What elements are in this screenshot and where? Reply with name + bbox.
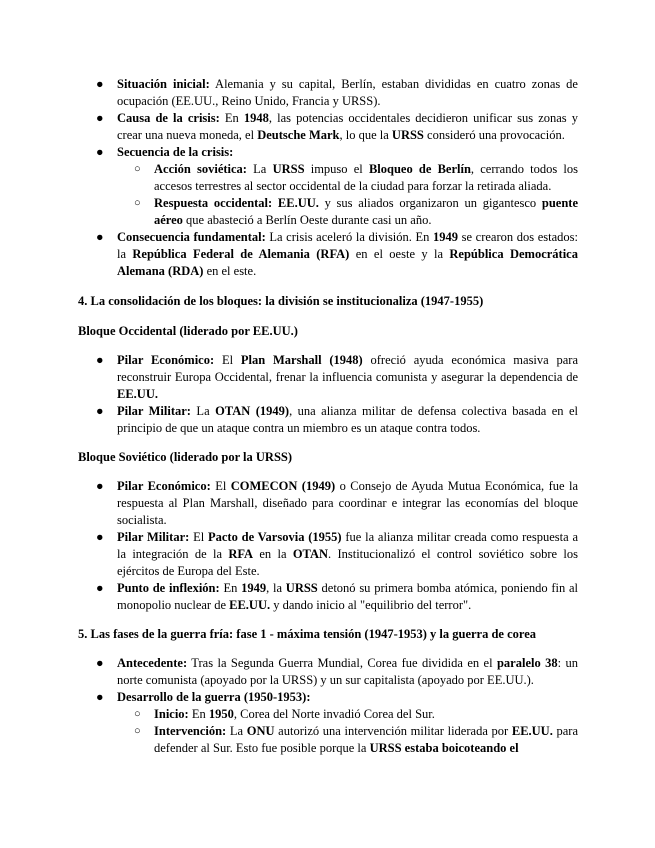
berlin-crisis-list [78, 76, 578, 280]
hollow-bullet-icon: ○ [134, 708, 141, 720]
sub-list-item: ○ Acción soviética: La URSS impuso el Bloqueo de Berlín, cerrando todos los accesos terrestres al sector occidental de la ciudad para forzar la retirada aliada. [134, 162, 579, 193]
bullet-icon: ● [96, 77, 104, 91]
soviet-bloc-list [78, 478, 578, 614]
bullet-icon: ● [96, 479, 104, 493]
bullet-icon: ● [96, 690, 104, 704]
list-item: ● Situación inicial: Alemania y su capital, Berlín, estaban divididas en cuatro zonas de ocupación (EE.UU., Reino Unido, Francia y URSS). [96, 77, 578, 108]
bullet-icon: ● [96, 145, 104, 159]
list-item: ● Pilar Económico: El COMECON (1949) o Consejo de Ayuda Mutua Económica, fue la respuesta al Plan Marshall, diseñado para coordinar e integrar las economías del bloque socialista. [96, 479, 578, 527]
sub-list-item: ○ Intervención: La ONU autorizó una intervención militar liderada por EE.UU. para defender al Sur. Esto fue posible porque la URSS estaba boicoteando el [134, 724, 579, 755]
bullet-icon: ● [96, 656, 104, 670]
section-4-title: 4. La consolidación de los bloques: la división se institucionaliza (1947-1955) [78, 294, 484, 308]
list-item: ● Secuencia de la crisis: [96, 145, 234, 159]
list-item: ● Antecedente: Tras la Segunda Guerra Mundial, Corea fue dividida en el paralelo 38: un norte comunista (apoyado por la URSS) y un sur capitalista (apoyado por EE.UU.). [96, 656, 579, 687]
bullet-icon: ● [96, 404, 104, 418]
sub-list-item: ○ Inicio: En 1950, Corea del Norte invadió Corea del Sur. [134, 707, 435, 721]
hollow-bullet-icon: ○ [134, 725, 141, 737]
bullet-icon: ● [96, 230, 104, 244]
list-item: ● Causa de la crisis: En 1948, las potencias occidentales decidieron unificar sus zonas y crear una nueva moneda, el Deutsche Mark, lo que la URSS consideró una provocación. [96, 111, 579, 142]
document-content [78, 76, 578, 757]
list-item: ● Pilar Militar: El Pacto de Varsovia (1955) fue la alianza militar creada como respuesta a la integración de la RFA en la OTAN. Institucionalizó el control soviético sobre los ejércitos de Europa del Este. [96, 530, 578, 578]
list-item: ● Pilar Económico: El Plan Marshall (1948) ofreció ayuda económica masiva para reconstruir Europa Occidental, frenar la influencia comunista y asegurar la dependencia de EE.UU. [96, 353, 579, 401]
korea-war-list [78, 655, 578, 757]
hollow-bullet-icon: ○ [134, 163, 141, 175]
bullet-icon: ● [96, 581, 104, 595]
western-bloc-title: Bloque Occidental (liderado por EE.UU.) [78, 324, 298, 338]
list-item: ● Punto de inflexión: En 1949, la URSS detonó su primera bomba atómica, poniendo fin al monopolio nuclear de EE.UU. y dando inicio al "equilibrio del terror". [96, 581, 579, 612]
list-item: ● Desarrollo de la guerra (1950-1953): [96, 690, 311, 704]
sub-list-item: ○ Respuesta occidental: EE.UU. y sus aliados organizaron un gigantesco puente aéreo que abasteció a Berlín Oeste durante casi un año. [134, 196, 578, 227]
soviet-bloc-title: Bloque Soviético (liderado por la URSS) [78, 450, 293, 464]
bullet-icon: ● [96, 111, 104, 125]
bullet-icon: ● [96, 353, 104, 367]
hollow-bullet-icon: ○ [134, 197, 141, 209]
western-bloc-list [78, 352, 578, 437]
section-5-title: 5. Las fases de la guerra fría: fase 1 - máxima tensión (1947-1953) y la guerra de corea [78, 627, 537, 641]
list-item: ● Consecuencia fundamental: La crisis aceleró la división. En 1949 se crearon dos estados: la República Federal de Alemania (RFA) en el oeste y la República Democrática Alemana (RDA) en el este. [96, 230, 578, 278]
bullet-icon: ● [96, 530, 104, 544]
list-item: ● Pilar Militar: La OTAN (1949), una alianza militar de defensa colectiva basada en el principio de que un ataque contra un miembro es un ataque contra todos. [96, 404, 579, 435]
